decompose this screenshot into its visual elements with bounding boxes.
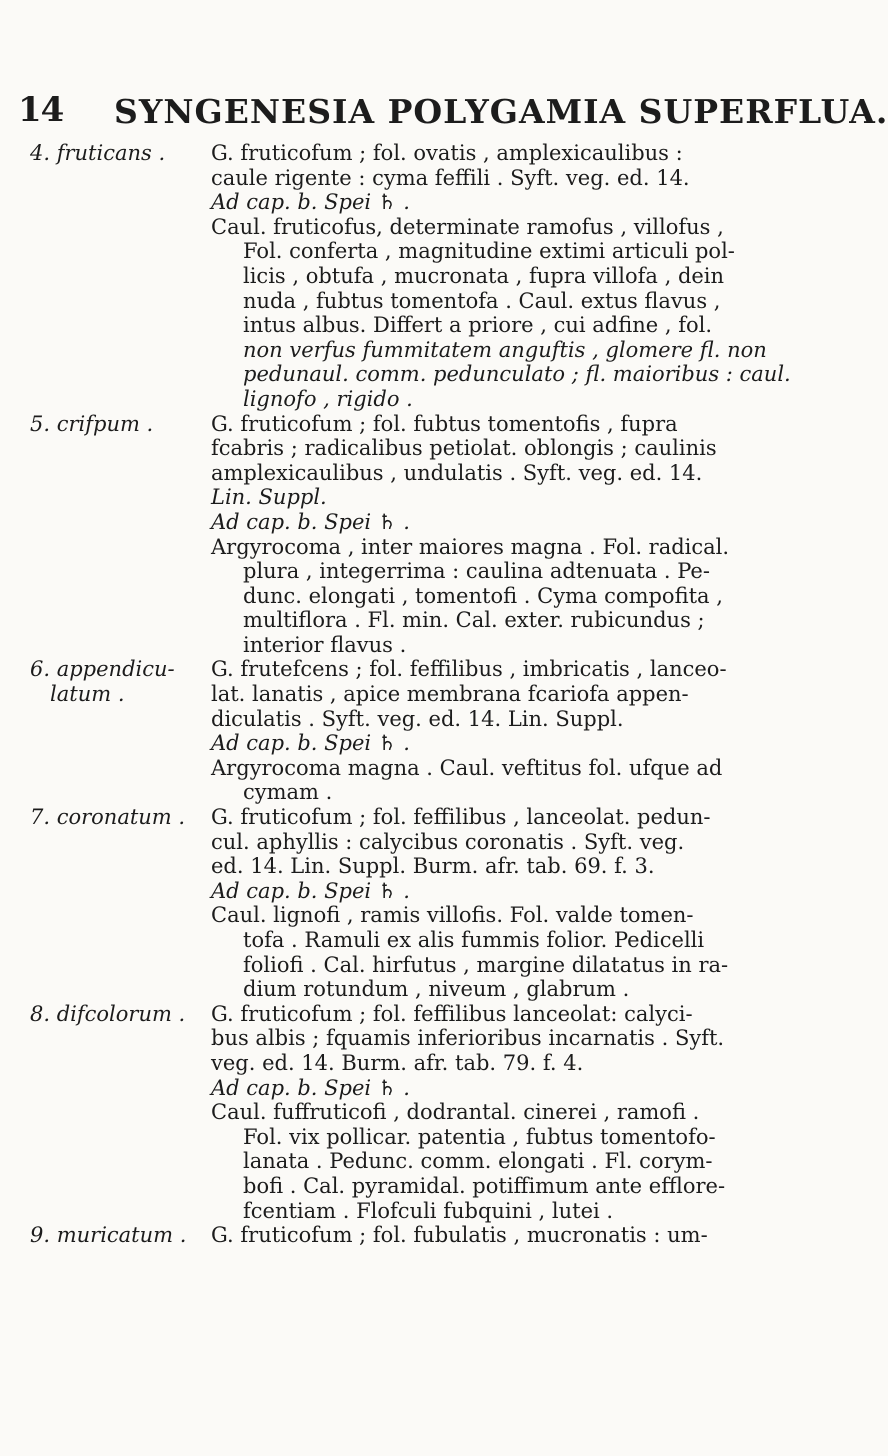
description-line: intus albus. Differt a priore , cui adfine , fol.: [243, 313, 713, 338]
description-line: pedunaul. comm. pedunculato ; fl. maioribus : caul.: [243, 362, 791, 387]
species-entry: [0, 1002, 800, 1223]
description-line: Caul. fruticofus, determinate ramofus , villofus ,: [211, 214, 724, 239]
species-label: [30, 1002, 205, 1027]
description-line: Ad cap. b. Spei ♄ .: [211, 878, 410, 903]
species-label-line: latum .: [30, 682, 125, 707]
species-label: [30, 805, 205, 830]
species-description: [211, 1002, 791, 1223]
species-entry: [0, 805, 800, 1002]
description-line: G. fruticofum ; fol. ovatis , amplexicaulibus :: [211, 141, 683, 165]
description-line: diculatis . Syft. veg. ed. 14. Lin. Suppl.: [211, 706, 624, 731]
species-description: [211, 412, 791, 658]
description-line: Ad cap. b. Spei ♄ .: [211, 190, 410, 215]
description-line: Argyrocoma , inter maiores magna . Fol. radical.: [211, 534, 730, 559]
description-line: lignofo , rigido .: [243, 386, 413, 411]
species-label: [30, 657, 205, 706]
species-entry: [0, 412, 800, 658]
description-line: Caul. lignofi , ramis villofis. Fol. valde tomen-: [211, 903, 694, 928]
species-label-line: 9. muricatum .: [30, 1223, 187, 1248]
description-line: Lin. Suppl.: [211, 485, 327, 510]
description-line: cul. aphyllis : calycibus coronatis . Syft. veg.: [211, 829, 685, 854]
description-line: caule rigente : cyma feffili . Syft. veg. ed. 14.: [211, 165, 690, 190]
description-line: veg. ed. 14. Burm. afr. tab. 79. f. 4.: [211, 1050, 584, 1075]
description-line: Fol. conferta , magnitudine extimi articuli pol-: [243, 239, 735, 264]
description-line: ed. 14. Lin. Suppl. Burm. afr. tab. 69. f. 3.: [211, 854, 655, 879]
species-description: [211, 141, 791, 412]
description-line: G. fruticofum ; fol. feffilibus , lanceolat. pedun-: [211, 805, 711, 830]
description-line: lanata . Pedunc. comm. elongati . Fl. corym-: [243, 1149, 713, 1174]
description-line: Ad cap. b. Spei ♄ .: [211, 731, 410, 756]
page-number: 14: [18, 90, 64, 130]
description-line: tofa . Ramuli ex alis fummis folior. Pedicelli: [243, 928, 705, 952]
description-line: dunc. elongati , tomentofi . Cyma compofita ,: [243, 583, 723, 608]
species-description: [211, 1223, 791, 1248]
description-line: licis , obtufa , mucronata , fupra villofa , dein: [243, 263, 725, 288]
description-line: G. frutefcens ; fol. feffilibus , imbricatis , lanceo-: [211, 657, 727, 682]
species-description: [211, 805, 791, 1002]
description-line: foliofi . Cal. hirfutus , margine dilatatus in ra-: [243, 952, 729, 977]
species-label-line: 8. difcolorum .: [30, 1001, 186, 1026]
species-label-line: 7. coronatum .: [30, 805, 186, 830]
species-label: [30, 141, 205, 166]
description-line: lat. lanatis , apice membrana fcariofa appen-: [211, 682, 689, 707]
description-line: G. fruticofum ; fol. feffilibus lanceolat: calyci-: [211, 1001, 693, 1026]
description-line: multiflora . Fl. min. Cal. exter. rubicundus ;: [243, 608, 705, 633]
running-title: SYNGENESIA POLYGAMIA SUPERFLUA.: [114, 92, 888, 131]
description-line: Caul. fuffruticofi , dodrantal. cinerei , ramofi .: [211, 1100, 700, 1125]
description-line: fcentiam . Flofculi fubquini , lutei .: [243, 1198, 614, 1223]
description-line: non verfus fummitatem anguftis , glomere fl. non: [243, 337, 767, 362]
species-entry: [0, 1223, 800, 1248]
species-label-line: 4. fruticans .: [30, 141, 166, 165]
description-line: bofi . Cal. pyramidal. potiffimum ante efflore-: [243, 1173, 726, 1198]
description-line: Ad cap. b. Spei ♄ .: [211, 1075, 410, 1100]
species-label: [30, 412, 205, 437]
description-line: G. fruticofum ; fol. fubulatis , mucronatis : um-: [211, 1223, 708, 1248]
description-line: fcabris ; radicalibus petiolat. oblongis ; caulinis: [211, 436, 717, 461]
description-line: cymam .: [243, 780, 333, 805]
description-line: amplexicaulibus , undulatis . Syft. veg. ed. 14.: [211, 460, 703, 485]
description-line: nuda , fubtus tomentofa . Caul. extus flavus ,: [243, 288, 721, 313]
description-line: interior flavus .: [243, 632, 407, 657]
description-line: G. fruticofum ; fol. fubtus tomentofis , fupra: [211, 411, 678, 436]
description-line: dium rotundum , niveum , glabrum .: [243, 977, 630, 1002]
species-label: [30, 1223, 205, 1248]
description-line: Ad cap. b. Spei ♄ .: [211, 509, 410, 534]
species-description: [211, 657, 791, 805]
description-line: plura , integerrima : caulina adtenuata . Pe-: [243, 559, 710, 584]
species-label-line: 6. appendicu-: [30, 657, 175, 682]
species-entry: [0, 657, 800, 805]
description-line: Argyrocoma magna . Caul. veftitus fol. ufque ad: [211, 755, 723, 780]
description-line: bus albis ; fquamis inferioribus incarnatis . Syft.: [211, 1026, 725, 1051]
species-entry: [0, 141, 800, 412]
page-header: [18, 90, 888, 131]
species-label-line: 5. crifpum .: [30, 411, 154, 436]
species-list: [0, 141, 800, 1248]
description-line: Fol. vix pollicar. patentia , fubtus tomentofo-: [243, 1124, 716, 1149]
